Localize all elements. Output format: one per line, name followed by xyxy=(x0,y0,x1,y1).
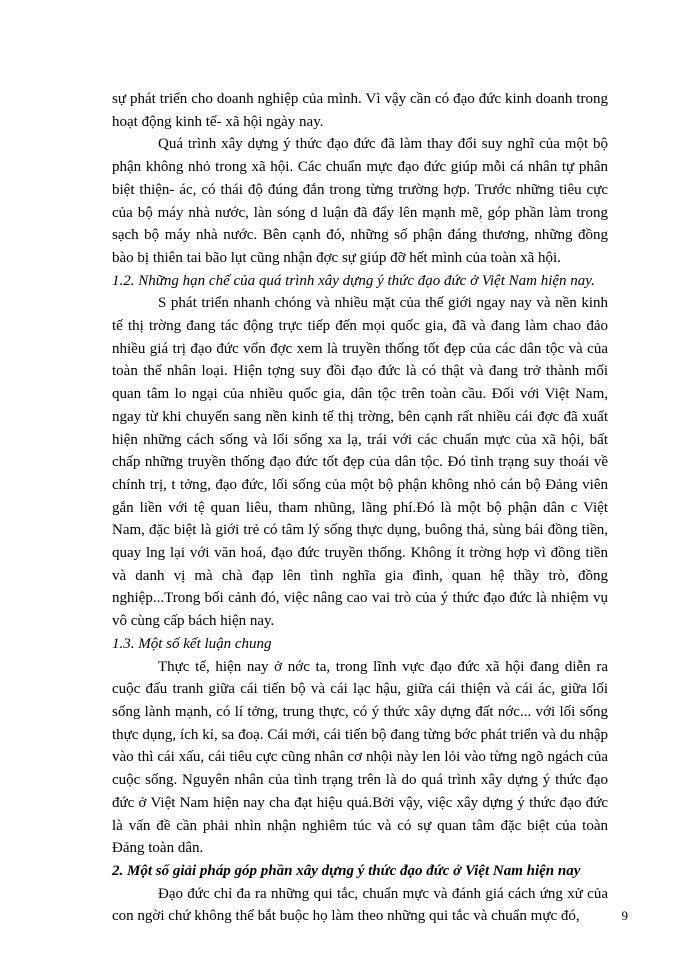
paragraph-awareness: Quá trình xây dựng ý thức đạo đức đã làm thay đổi suy nghĩ của một bộ phận không nhỏ trong xã hội. Các chuẩn mực đạo đức giúp mỗi cá nhân tự phân biệt thiện- ác, có thái độ đúng đắn trong từng trường hợp. Trước những tiêu cực của bộ máy nhà nước, làn sóng d luận đã đẩy lên mạnh mẽ, góp phần làm trong sạch bộ máy nhà nước. Bên cạnh đó, những số phận đáng thương, những đồng bào bị thiên tai bão lụt cũng nhận đợc sự giúp đỡ hết mình của toàn xã hội. xyxy=(112,136,608,266)
paragraph-intro: sự phát triển cho doanh nghiệp của mình. Vì vậy cần có đạo đức kinh doanh trong hoạt động kinh tế- xã hội ngày nay. xyxy=(112,91,608,130)
paragraph-conclusion: Thực tế, hiện nay ở nớc ta, trong lĩnh vực đạo đức xã hội đang diễn ra cuộc đấu tranh giữa cái tiến bộ và cái lạc hậu, giữa cái thiện và cái ác, giữa lối sống lành mạnh, có lí tởng, trung thực, có ý thức xây dựng đất nớc... với lối sống thực dụng, ích kỉ, sa đoạ. Cái mới, cái tiến bộ đang từng bớc phát triển và du nhập vào thì cái xấu, cái tiêu cực cũng nhân cơ nhội này len lỏi vào từng ngõ ngách của cuộc sống. Nguyên nhân của tình trạng trên là do quá trình xây dựng ý thức đạo đức ở Việt Nam hiện nay cha đạt hiệu quả.Bởi vậy, việc xây dựng ý thức đạo đức là vấn đề cần phải nhìn nhận nghiêm túc và có sự quan tâm đặc biệt của toàn Đảng toàn dân. xyxy=(112,658,608,857)
heading-1-2: 1.2. Những hạn chế của quá trình xây dựng ý thức đạo đức ở Việt Nam hiện nay. xyxy=(112,272,595,289)
document-body xyxy=(112,88,608,928)
heading-2: 2. Một số giải pháp góp phần xây dựng ý thức đạo đức ở Việt Nam hiện nay xyxy=(112,862,581,879)
page-number: 9 xyxy=(621,908,628,923)
paragraph-solutions: Đạo đức chỉ đa ra những qui tắc, chuẩn mực và đánh giá cách ứng xử của con ngời chứ không thể bắt buộc họ làm theo những qui tắc và chuẩn mực đó, xyxy=(112,885,608,925)
paragraph-limitations: S phát triển nhanh chóng và nhiều mặt của thế giới ngay nay và nền kinh tế thị trờng đang tác động trực tiếp đến mọi quốc gia, đã và đang làm chao đảo nhiều giá trị đạo đức vốn đợc xem là truyền thống tốt đẹp của các dân tộc và của toàn thể nhân loại. Hiện tợng suy đồi đạo đức là có thật và đang trở thành mối quan tâm lo ngại của nhiều quốc gia, dân tộc trên toàn cầu. Đối với Việt Nam, ngay từ khi chuyển sang nền kinh tế thị trờng, bên cạnh rất nhiều cái đợc đã xuất hiện những cách sống và lối sống xa lạ, trái với các chuẩn mực của xã hội, bất chấp những truyền thống đạo đức tốt đẹp của dân tộc. Đó tình trạng suy thoái về chính trị, t tởng, đạo đức, lối sống của một bộ phận không nhỏ cán bộ Đảng viên gắn liền với tệ quan liêu, tham nhũng, lãng phí.Đó là một bộ phận dân c Việt Nam, đặc biệt là giới trẻ có tâm lý sống thực dụng, buông thả, sùng bái đồng tiền, quay lng lại với văn hoá, đạo đức truyền thống. Không ít trờng hợp vì đồng tiền và danh vị mà chà đạp lên tình nghĩa gia đình, quan hệ thầy trò, đồng nghiệp...Trong bối cảnh đó, việc nâng cao vai trò của ý thức đạo đức là nhiệm vụ vô cùng cấp bách hiện nay. xyxy=(112,295,608,630)
heading-1-3: 1.3. Một số kết luận chung xyxy=(112,635,272,652)
